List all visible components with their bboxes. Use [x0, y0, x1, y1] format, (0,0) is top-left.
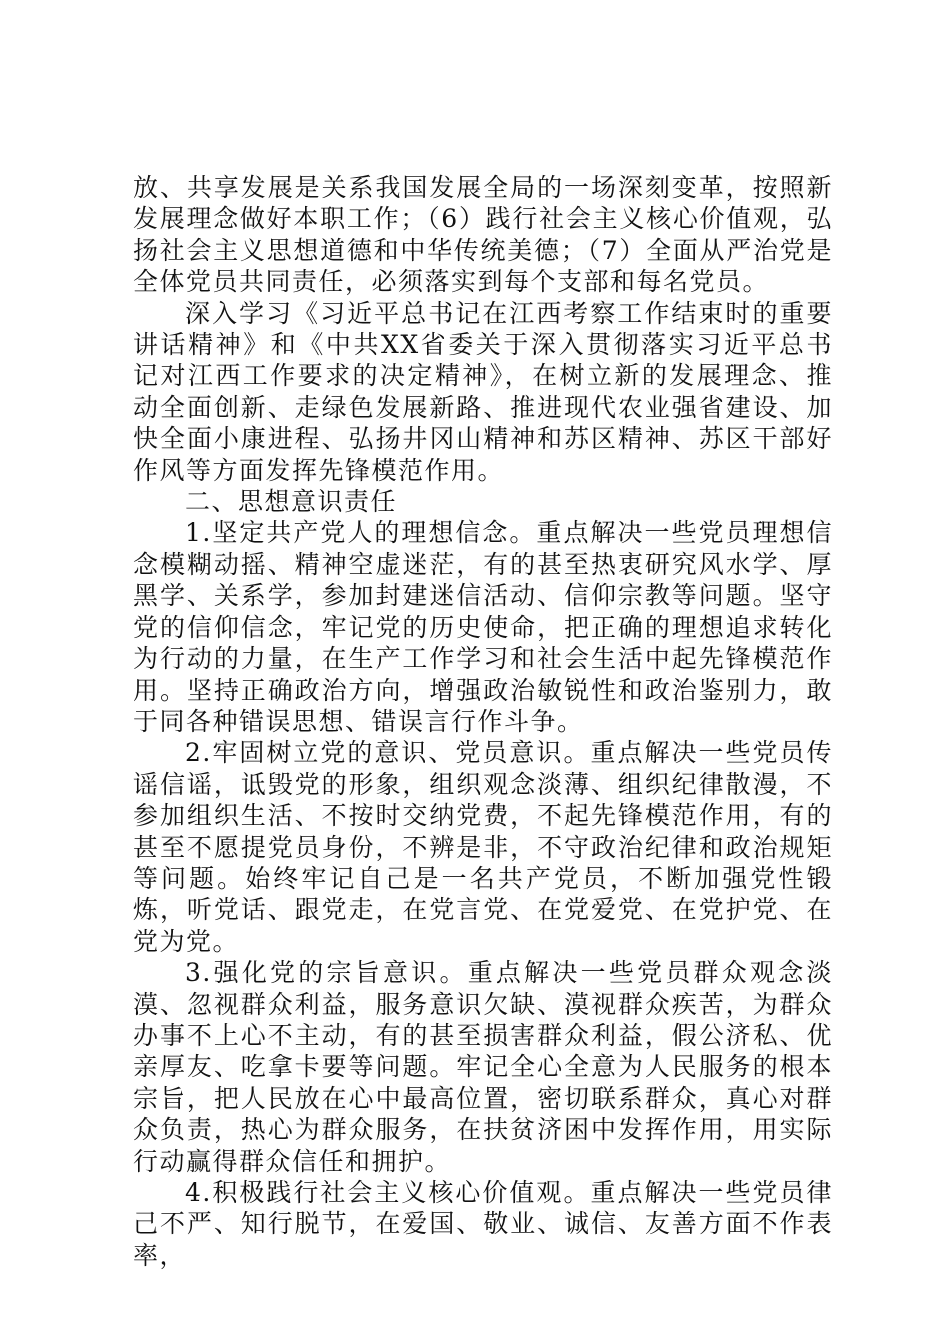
paragraph-item-4: 4.积极践行社会主义核心价值观。重点解决一些党员律己不严、知行脱节，在爱国、敬业、诚信、友善方面不作表率，: [133, 1178, 833, 1270]
section-heading: 二、思想意识责任: [185, 487, 398, 517]
paragraph-item-3: 3.强化党的宗旨意识。重点解决一些党员群众观念淡漠、忽视群众利益，服务意识欠缺、漠视群众疾苦，为群众办事不上心不主动，有的甚至损害群众利益，假公济私、优亲厚友、吃拿卡要等问题。牢记全心全意为人民服务的根本宗旨，把人民放在心中最高位置，密切联系群众，真心对群众负责，热心为群众服务，在扶贫济困中发挥作用，用实际行动赢得群众信任和拥护。: [133, 958, 833, 1176]
document-body: [133, 172, 833, 1271]
paragraph-continuation: 放、共享发展是关系我国发展全局的一场深刻变革，按照新发展理念做好本职工作；（6）践行社会主义核心价值观，弘扬社会主义思想道德和中华传统美德；（7）全面从严治党是全体党员共同责任，必须落实到每个支部和每名党员。: [133, 173, 833, 297]
paragraph-study: 深入学习《习近平总书记在江西考察工作结束时的重要讲话精神》和《中共XX省委关于深入贯彻落实习近平总书记对江西工作要求的决定精神》，在树立新的发展理念、推动全面创新、走绿色发展新路、推进现代农业强省建设、加快全面小康进程、弘扬井冈山精神和苏区精神、苏区干部好作风等方面发挥先锋模范作用。: [133, 298, 833, 485]
paragraph-item-1: 1.坚定共产党人的理想信念。重点解决一些党员理想信念模糊动摇、精神空虚迷茫，有的甚至热衷研究风水学、厚黑学、关系学，参加封建迷信活动、信仰宗教等问题。坚守党的信仰信念，牢记党的历史使命，把正确的理想追求转化为行动的力量，在生产工作学习和社会生活中起先锋模范作用。坚持正确政治方向，增强政治敏锐性和政治鉴别力，敢于同各种错误思想、错误言行作斗争。: [133, 518, 833, 736]
paragraph-item-2: 2.牢固树立党的意识、党员意识。重点解决一些党员传谣信谣，诋毁党的形象，组织观念淡薄、组织纪律散漫，不参加组织生活、不按时交纳党费，不起先锋模范作用，有的甚至不愿提党员身份，不辨是非，不守政治纪律和政治规矩等问题。始终牢记自己是一名共产党员，不断加强党性锻炼，听党话、跟党走，在党言党、在党爱党、在党护党、在党为党。: [133, 738, 833, 956]
